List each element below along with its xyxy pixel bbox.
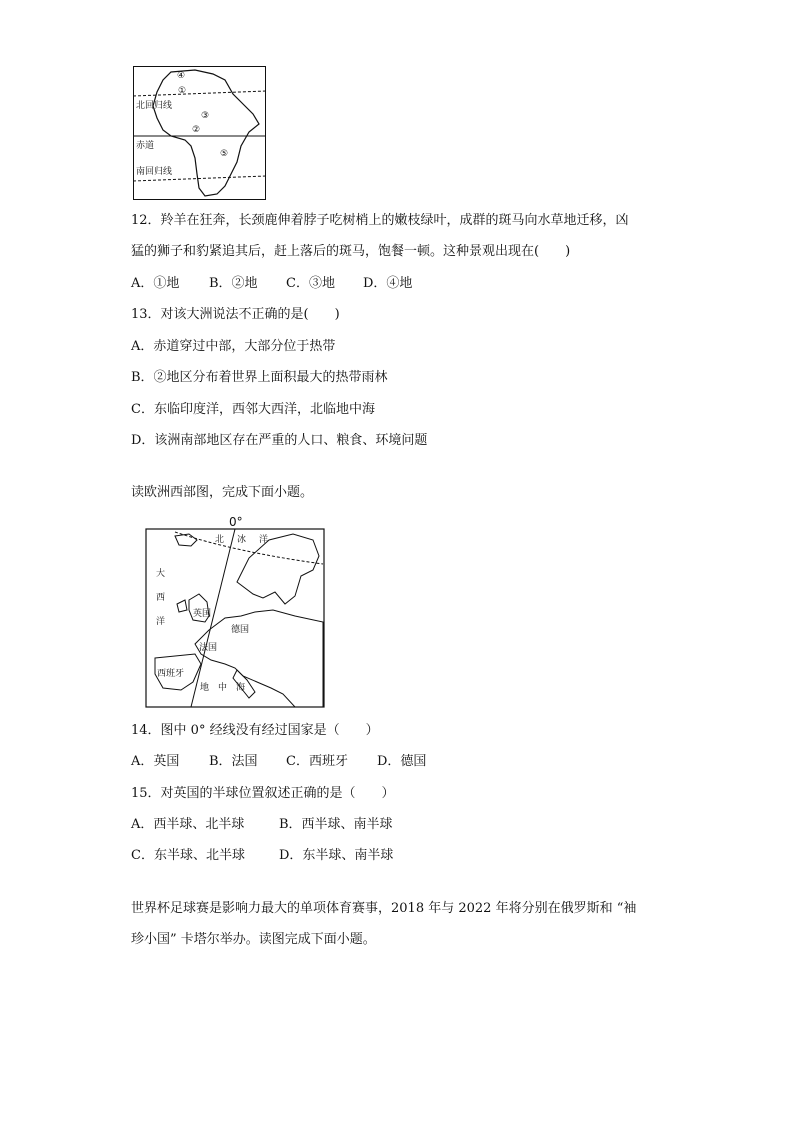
arctic-label-2: 冰 [237, 535, 247, 545]
tropic-capricorn-label: 南回归线 [136, 167, 173, 177]
tropic-cancer-label: 北回归线 [136, 101, 173, 111]
q15-stem: 15．对英国的半球位置叙述正确的是（ ） [131, 786, 395, 801]
q15-option-c[interactable]: C．东半球、北半球 [131, 848, 245, 863]
q13-option-b[interactable]: B．②地区分布着世界上面积最大的热带雨林 [131, 370, 388, 385]
q14-option-b[interactable]: B．法国 [209, 754, 258, 769]
africa-map [133, 66, 266, 200]
worldcup-line-1: 世界杯足球赛是影响力最大的单项体育赛事，2018 年与 2022 年将分别在俄罗斯和 “袖 [131, 901, 637, 916]
q15-option-a[interactable]: A．西半球、北半球 [131, 817, 245, 832]
med-label-1: 地 [200, 683, 210, 693]
equator-label: 赤道 [136, 141, 155, 151]
q12-line-2: 猛的狮子和豹紧追其后，赶上落后的斑马，饱餐一顿。这种景观出现在( ) [131, 244, 571, 259]
marker-2: ② [192, 125, 201, 135]
q13-stem: 13．对该大洲说法不正确的是( ) [131, 307, 340, 322]
marker-3: ③ [201, 111, 210, 121]
q14-option-a[interactable]: A．英国 [131, 754, 180, 769]
med-label-2: 中 [218, 683, 228, 693]
arctic-label-3: 洋 [259, 535, 269, 545]
marker-4: ④ [177, 71, 186, 81]
q14-option-d[interactable]: D．德国 [377, 754, 427, 769]
arctic-label-1: 北 [215, 535, 225, 545]
q12-line-1: 12．羚羊在狂奔，长颈鹿伸着脖子吃树梢上的嫩枝绿叶，成群的斑马向水草地迁移，凶 [131, 213, 629, 228]
q13-option-c[interactable]: C．东临印度洋，西邻大西洋，北临地中海 [131, 402, 375, 417]
atlantic-label-3: 洋 [156, 617, 166, 627]
ireland [177, 600, 187, 612]
q14-option-c[interactable]: C．西班牙 [286, 754, 348, 769]
mainland-europe [195, 610, 323, 707]
marker-5: ⑤ [220, 149, 229, 159]
atlantic-label-1: 大 [156, 569, 166, 579]
q13-option-a[interactable]: A．赤道穿过中部，大部分位于热带 [131, 339, 336, 354]
germany-label: 德国 [231, 625, 250, 635]
europe-map [145, 512, 325, 708]
med-label-3: 海 [236, 683, 246, 693]
q13-option-d[interactable]: D．该洲南部地区存在严重的人口、粮食、环境问题 [131, 433, 428, 448]
q12-option-b[interactable]: B．②地 [209, 276, 258, 291]
marker-1: ① [178, 86, 187, 96]
uk-label: 英国 [193, 609, 212, 619]
q15-option-d[interactable]: D．东半球、南半球 [279, 848, 394, 863]
q15-option-b[interactable]: B．西半球、南半球 [279, 817, 393, 832]
meridian-label: 0° [229, 515, 243, 529]
worldcup-line-2: 珍小国” 卡塔尔举办。读图完成下面小题。 [131, 932, 376, 947]
q12-option-a[interactable]: A．①地 [131, 276, 180, 291]
france-label: 法国 [199, 643, 218, 653]
q12-option-c[interactable]: C．③地 [286, 276, 335, 291]
tropic-cancer-line [133, 91, 266, 96]
q12-option-d[interactable]: D．④地 [363, 276, 413, 291]
scandinavia [237, 534, 319, 604]
atlantic-label-2: 西 [156, 593, 166, 603]
q14-stem: 14．图中 0° 经线没有经过国家是（ ） [131, 723, 379, 738]
spain-label: 西班牙 [157, 669, 185, 679]
europe-intro: 读欧洲西部图，完成下面小题。 [131, 485, 314, 500]
